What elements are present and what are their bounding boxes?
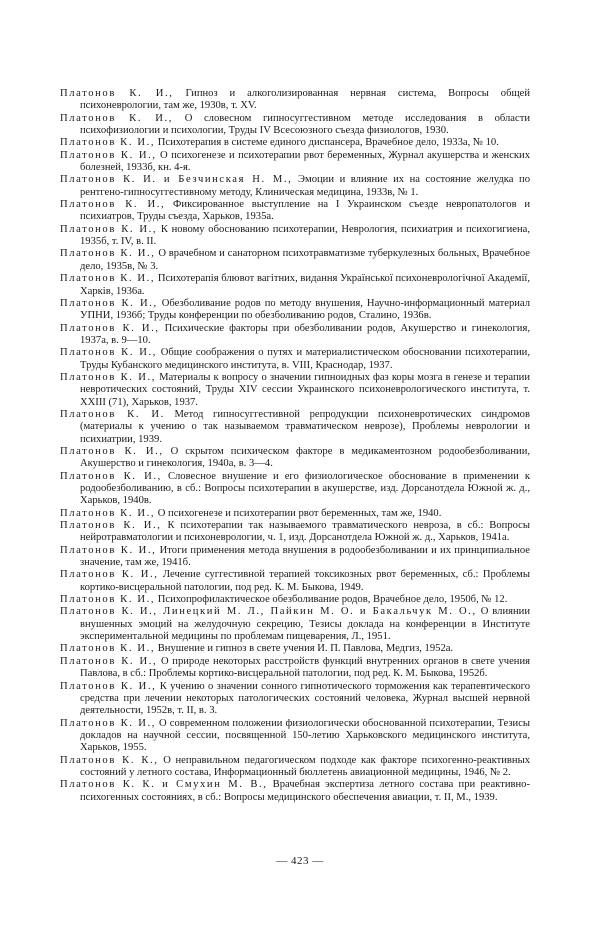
entry-author: Платонов К. К.,: [60, 754, 159, 766]
entry-author: Платонов К. И.,: [60, 507, 156, 519]
entry-text: Итоги применения метода внушения в родообезболивании и их принципиальное значение, там же, 1941б.: [80, 544, 530, 569]
bibliography-entry: [60, 471, 530, 508]
entry-author: Платонов К. К. и Смухин М. В.,: [60, 779, 268, 791]
entry-text: Психотерапия в системе единого диспансера, Врачебное дело, 1933а, № 10.: [157, 137, 499, 149]
entry-text: Психические факторы при обезболивании родов, Акушерство и гинекология, 1937а, в. 9—10.: [80, 322, 530, 346]
bibliography-entry: [60, 594, 530, 606]
bibliography-entry: [60, 643, 530, 655]
bibliography-entry: [60, 113, 530, 138]
entry-author: Платонов К. И.,: [60, 643, 156, 655]
entry-author: Платонов К. И.,: [60, 223, 158, 235]
entry-author: Платонов К. И.,: [60, 297, 158, 309]
bibliography-entry: [60, 545, 530, 570]
entry-text: О неправильном педагогическом подходе как факторе психогенно-реактивных состояний у летного состава, Информационный бюллетень авиационной медицины, 1946, № 2.: [80, 754, 530, 778]
entry-author: Платонов К. И., Линецкий М. Л., Пайкин М. О. и Бакальчук М. О.,: [60, 606, 477, 618]
entry-author: Платонов К. И.,: [60, 199, 166, 211]
entry-text: Материалы к вопросу о значении гипноидных фаз коры мозга в генезе и терапии невротических состояний, Труды XIV сессии Украинского психоневрологического института, т. XXIII (71), Харьков, 1937.: [80, 371, 530, 408]
entry-text: К учению о значении сонного гипнотического торможения как терапевтического средства при лечении некоторых патологических состояний человека, Журнал высшей нервной деятельности, 1952в, т. II, в. 3.: [80, 680, 530, 717]
bibliography-entry: [60, 656, 530, 681]
bibliography-entry: [60, 150, 530, 175]
bibliography-entry: [60, 569, 530, 594]
entry-author: Платонов К. И.,: [60, 594, 156, 606]
entry-text: О словесном гипносуггестивном методе исследования в области психофизиологии и психологии, Труды IV Всесоюзного съезда физиологов, 1930.: [80, 112, 531, 137]
entry-author: Платонов К. И.,: [60, 137, 156, 149]
bibliography-entry: [60, 199, 530, 224]
entry-author: Платонов К. И.,: [60, 569, 159, 581]
entry-author: Платонов К. И. и Безчинская Н. М.,: [60, 174, 293, 186]
bibliography-list: [60, 88, 530, 804]
entry-author: Платонов К. И.: [60, 408, 165, 420]
entry-text: О психогенезе и психотерапии рвот беременных, там же, 1940.: [157, 507, 442, 519]
entry-text: Врачебная экспертиза летного состава при реактивно-психогенных состояниях, в сб.: Вопросы медицинского обеспечения авиации, т. II, М., 1939.: [80, 779, 530, 803]
page-number: — 423 —: [276, 855, 324, 867]
bibliography-entry: [60, 606, 530, 643]
entry-text: Внушение и гипноз в свете учения И. П. Павлова, Медгиз, 1952а.: [157, 643, 454, 655]
bibliography-entry: [60, 224, 530, 249]
entry-text: О скрытом психическом факторе в медикаментозном родообезболивании, Акушерство и гинекология, 1940а, в. 3—4.: [80, 445, 531, 470]
bibliography-entry: [60, 88, 530, 113]
bibliography-entry: [60, 508, 530, 520]
entry-text: О современном положении физиологически обоснованной психотерапии, Тезисы докладов на научной сессии, посвященной 150-летию Харьковского медицинского института, Харьков, 1955.: [80, 717, 531, 754]
bibliography-entry: [60, 446, 530, 471]
entry-text: Психотерапія блювот вагітних, видання Української психоневрологічної Академії, Харків, 1936а.: [80, 273, 530, 297]
entry-text: Эмоции и влияние их на состояние желудка по рентгено-гипносуггестивному методу, Клиническая медицина, 1933в, № 1.: [80, 174, 530, 198]
bibliography-entry: [60, 323, 530, 348]
bibliography-entry: [60, 779, 530, 804]
bibliography-entry: [60, 409, 530, 446]
entry-author: Платонов К. И.,: [60, 88, 174, 99]
entry-text: К психотерапии так называемого травматического невроза, в сб.: Вопросы нейротравматологии и психоневрологии, ч. 1, изд. Дорсанотдела Южной ж. д., Харьков, 1941а.: [80, 520, 531, 544]
bibliography-entry: [60, 372, 530, 409]
bibliography-entry: [60, 248, 530, 273]
entry-author: Платонов К. И.,: [60, 680, 157, 692]
entry-author: Платонов К. И.,: [60, 149, 157, 161]
entry-text: К новому обоснованию психотерапии, Неврология, психиатрия и психогигиена, 1935б, т. IV, в. II.: [80, 223, 530, 248]
entry-author: Платонов К. И.,: [60, 248, 156, 260]
entry-text: Обезболивание родов по методу внушения, Научно-информационный материал УПНИ, 1936б; Труды конференции по обезболиванию родов, Сталино, 1936в.: [80, 297, 531, 322]
entry-text: Лечение суггестивной терапией токсикозных рвот беременных, сб.: Проблемы кортико-висцеральной патологии, под ред. К. М. Быкова, 1949.: [80, 569, 531, 593]
entry-author: Платонов К. И.,: [60, 322, 160, 334]
entry-author: Платонов К. И.,: [60, 717, 156, 729]
entry-text: О влиянии внушенных эмоций на желудочную секрецию, Тезисы доклада на конференции в Институте экспериментальной медицины по проблемам пищеварения, Л., 1951.: [80, 606, 531, 643]
bibliography-entry: [60, 273, 530, 298]
entry-author: Платонов К. И.,: [60, 273, 156, 285]
entry-author: Платонов К. И.,: [60, 371, 156, 383]
entry-author: Платонов К. И.,: [60, 520, 162, 532]
entry-text: О врачебном и санаторном психотравматизме туберкулезных больных, Врачебное дело, 1935в, № 3.: [80, 248, 530, 272]
bibliography-entry: [60, 298, 530, 323]
bibliography-entry: [60, 681, 530, 718]
entry-author: Платонов К. И.,: [60, 347, 158, 359]
entry-text: О природе некоторых расстройств функций внутренних органов в свете учения Павлова, в сб.: Проблемы кортико-висцеральной патологии, под ред. К. М. Быкова, 1952б.: [80, 655, 530, 680]
entry-text: Фиксированное выступление на I Украинском съезде невропатологов и психиатров, Труды съезда, Харьков, 1935а.: [80, 199, 530, 223]
bibliography-entry: [60, 137, 530, 149]
entry-text: Общие соображения о путях и материалистическом обосновании психотерапии, Труды Кубанского медицинского института, в. VIII, Краснодар, 1937.: [80, 347, 530, 371]
entry-author: Платонов К. И.,: [60, 655, 158, 667]
entry-author: Платонов К. И.,: [60, 445, 164, 457]
bibliography-entry: [60, 520, 530, 545]
entry-text: Психопрофилактическое обезболивание родов, Врачебное дело, 1950б, № 12.: [157, 594, 508, 606]
bibliography-entry: [60, 718, 530, 755]
entry-author: Платонов К. И.,: [60, 470, 162, 482]
entry-author: Платонов К. И.,: [60, 112, 174, 124]
entry-author: Платонов К. И.,: [60, 544, 157, 556]
entry-text: Гипноз и алкоголизированная нервная система, Вопросы общей психоневрологии, там же, 1930в, т. XV.: [80, 88, 530, 112]
bibliography-entry: [60, 347, 530, 372]
entry-text: Метод гипносуггестивной репродукции психоневротических синдромов (материалы к учению о так называемом травматическом неврозе), Проблемы неврологии и психиатрии, 1939.: [80, 408, 530, 445]
entry-text: Словесное внушение и его физиологическое обоснование в применении к родообезболиванию, в сб.: Вопросы психотерапии в акушерстве, изд. Дорсанотдела Южной ж. д., Харьков, 1940в.: [80, 470, 531, 507]
bibliography-entry: [60, 174, 530, 199]
entry-text: О психогенезе и психотерапии рвот беременных, Журнал акушерства и женских болезней, 1933б, кн. 4-я.: [80, 149, 531, 174]
bibliography-entry: [60, 755, 530, 780]
